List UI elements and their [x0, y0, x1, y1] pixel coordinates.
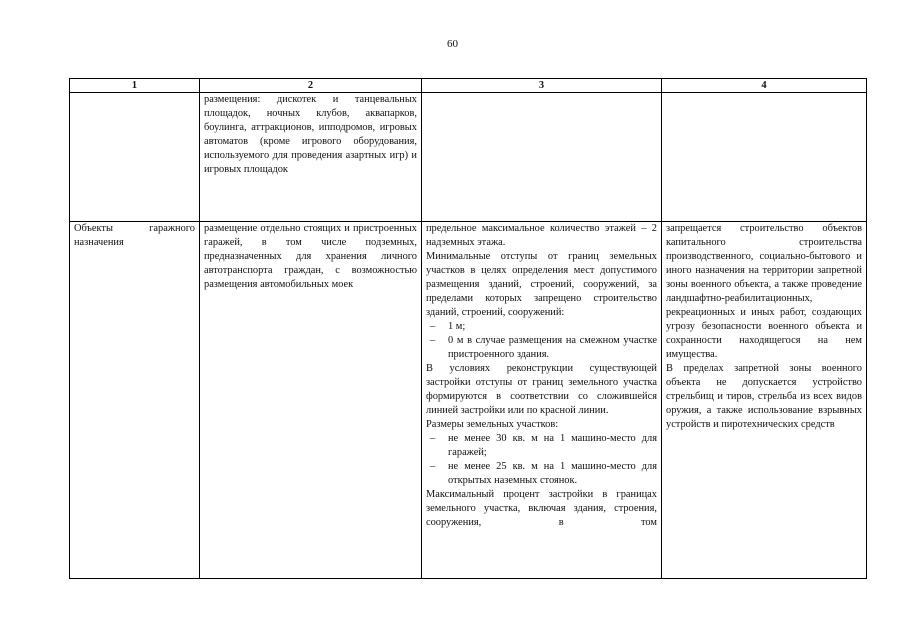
table-row — [70, 93, 867, 222]
column-header-1: 1 — [70, 79, 200, 93]
table-cell-r2c1 — [70, 222, 200, 579]
restriction-paragraph: В пределах запретной зоны военного объекта не допускается устройство стрельбищ и тиров, стрельба из всех видов оружия, а также использование взрывных устройств и пиротехнических средств — [666, 363, 862, 430]
parameter-paragraph: В условиях реконструкции существующей застройки отступы от границ земельного участка формируются в соответствии со сложившейся линией застройки или по красной линии. — [426, 363, 657, 416]
page-number: 60 — [447, 38, 458, 50]
table-cell-r1c2 — [200, 93, 422, 222]
parameter-paragraph: Размеры земельных участков: — [426, 419, 559, 430]
column-header-2: 2 — [200, 79, 422, 93]
permitted-use-text: размещение отдельно стоящих и пристроенных гаражей, в том числе подземных, предназначенных для хранения личного автотранспорта граждан, с возможностью размещения автомобильных моек — [204, 223, 417, 290]
parameter-paragraph: Максимальный процент застройки в границах земельного участка, включая здания, строения, сооружения, в том — [426, 489, 657, 528]
table-cell-r1c1 — [70, 93, 200, 222]
table-cell-r1c4 — [662, 93, 867, 222]
list-item: – не менее 25 кв. м на 1 машино-место для открытых наземных стоянок. — [426, 460, 657, 488]
list-item: – не менее 30 кв. м на 1 машино-место для гаражей; — [426, 432, 657, 460]
column-header-4: 4 — [662, 79, 867, 93]
table-row — [70, 222, 867, 579]
plot-size-list — [426, 432, 657, 488]
parameter-paragraph: Минимальные отступы от границ земельных участков в целях определения мест допустимого размещения зданий, строений, сооружений, за пределами которых запрещено строительство зданий, строений, сооружений: — [426, 251, 657, 318]
table-header-row — [70, 79, 867, 93]
zoning-table — [69, 78, 867, 579]
table-cell-r2c3 — [422, 222, 662, 579]
list-item: – 1 м; — [426, 320, 657, 334]
table-cell-r2c4 — [662, 222, 867, 579]
table-cell-r2c2 — [200, 222, 422, 579]
restriction-paragraph: запрещается строительство объектов капитального строительства производственного, социально-бытового и иного назначения на территории запретной зоны военного объекта, а также проведение ландшафтно-реабилитационных, рекреационных и иных работ, создающих угрозу безопасности военного объекта и сохранности находящегося на нем имущества. — [666, 223, 862, 360]
list-item: – 0 м в случае размещения на смежном участке пристроенного здания. — [426, 334, 657, 362]
column-header-3: 3 — [422, 79, 662, 93]
parameter-paragraph: предельное максимальное количество этажей – 2 надземных этажа. — [426, 223, 657, 248]
table-cell-r1c3 — [422, 93, 662, 222]
setback-list — [426, 320, 657, 362]
cell-text: размещения: дискотек и танцевальных площадок, ночных клубов, аквапарков, боулинга, аттракционов, ипподромов, игровых автоматов (кроме игрового оборудования, используемого для проведения азартных игр) и игровых площадок — [204, 94, 417, 175]
object-type-label: Объекты гаражного назначения — [74, 223, 195, 248]
